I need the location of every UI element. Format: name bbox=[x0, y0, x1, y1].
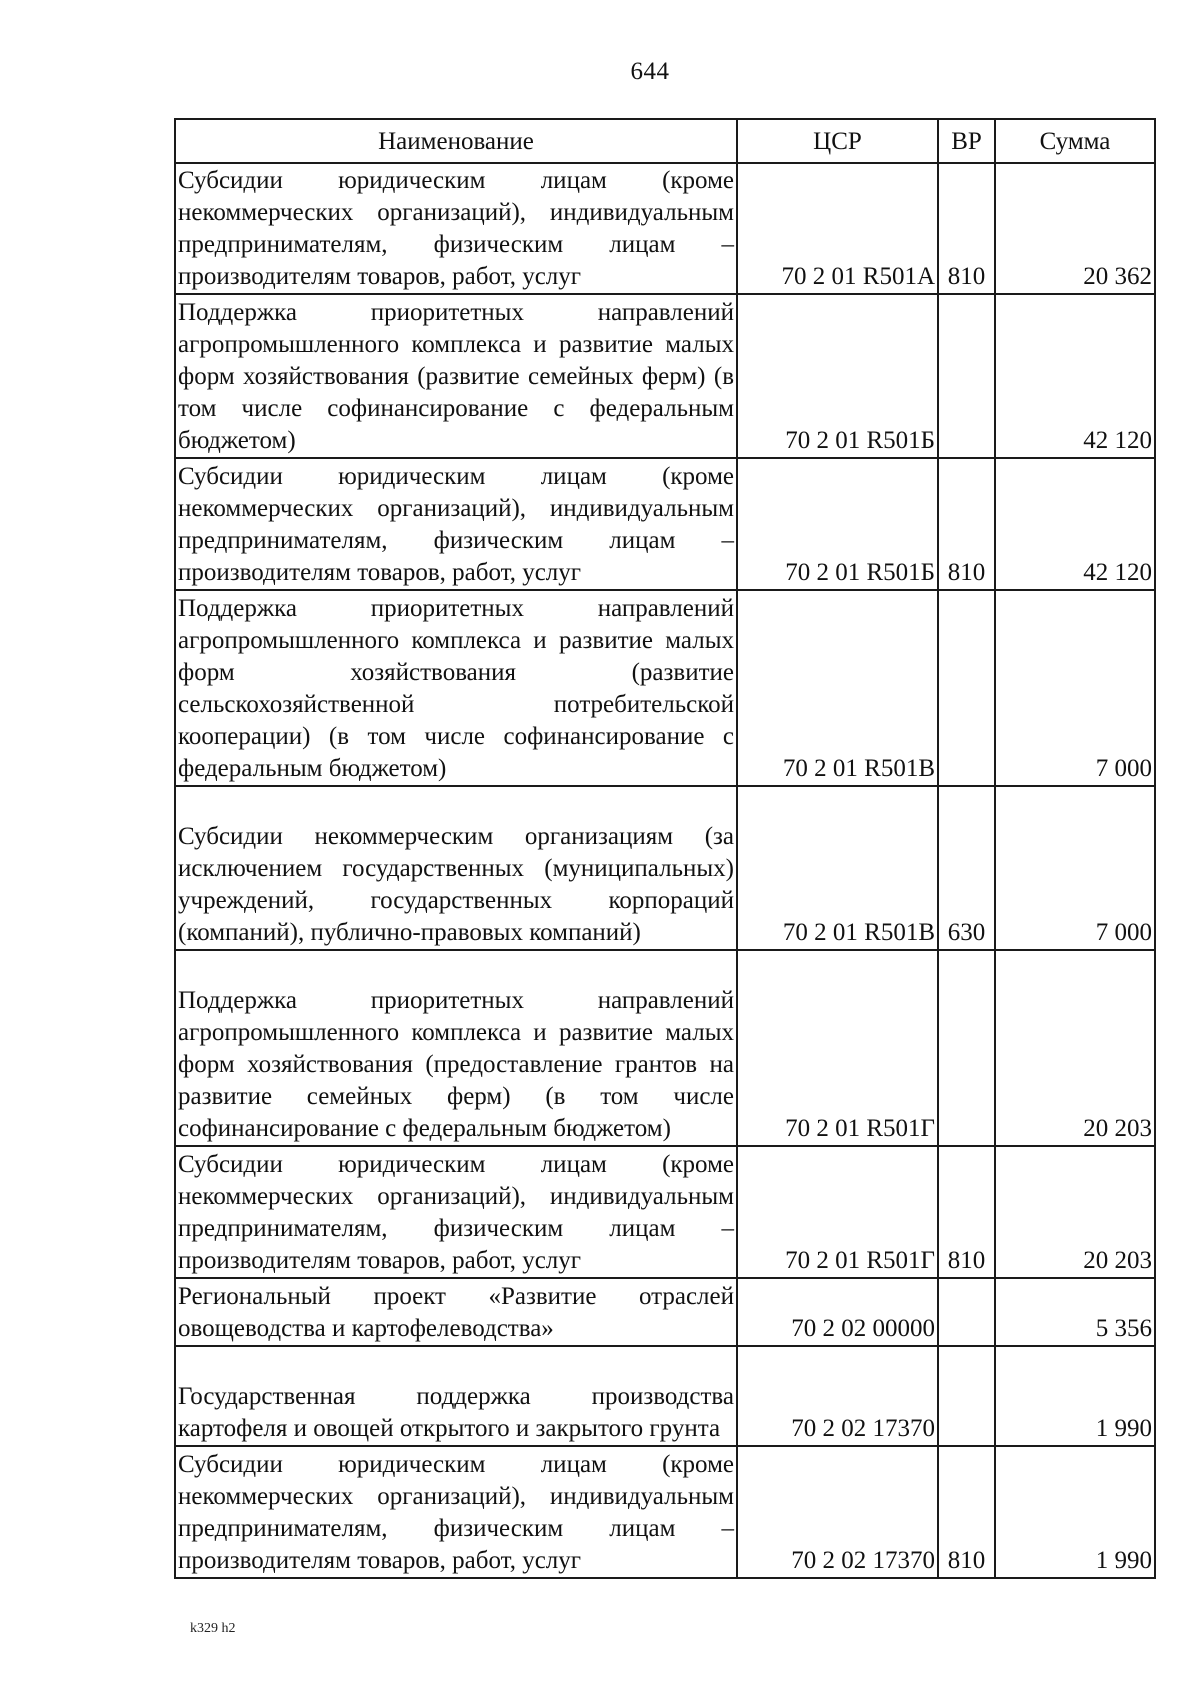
table-row bbox=[175, 1278, 1155, 1346]
row-vr: 810 bbox=[938, 1446, 995, 1578]
row-csr: 70 2 01 R501Г bbox=[737, 1146, 938, 1278]
header-name: Наименование bbox=[175, 119, 737, 163]
table-row bbox=[175, 163, 1155, 294]
footer-code: k329 h2 bbox=[190, 1621, 236, 1636]
row-name: Поддержка приоритетных направлений агропромышленного комплекса и развитие малых форм хозяйствования (развитие семейных ферм) (в том числе софинансирование с федеральным бюджетом) bbox=[175, 294, 737, 458]
row-csr: 70 2 02 00000 bbox=[737, 1278, 938, 1346]
table-row bbox=[175, 1146, 1155, 1278]
table-header-row bbox=[175, 119, 1155, 163]
row-sum: 42 120 bbox=[995, 458, 1155, 590]
row-sum: 20 362 bbox=[995, 163, 1155, 294]
row-vr bbox=[938, 590, 995, 786]
row-name: Субсидии юридическим лицам (кроме некоммерческих организаций), индивидуальным предпринимателям, физическим лицам – производителям товаров, работ, услуг bbox=[175, 458, 737, 590]
row-vr: 810 bbox=[938, 458, 995, 590]
row-name: Субсидии некоммерческим организациям (за исключением государственных (муниципальных) учреждений, государственных корпораций (компаний), публично-правовых компаний) bbox=[175, 786, 737, 950]
row-name: Поддержка приоритетных направлений агропромышленного комплекса и развитие малых форм хозяйствования (предоставление грантов на развитие семейных ферм) (в том числе софинансирование с федеральным бюджетом) bbox=[175, 950, 737, 1146]
page-number: 644 bbox=[630, 58, 670, 85]
row-vr: 630 bbox=[938, 786, 995, 950]
row-name: Региональный проект «Развитие отраслей овощеводства и картофелеводства» bbox=[175, 1278, 737, 1346]
row-name: Субсидии юридическим лицам (кроме некоммерческих организаций), индивидуальным предпринимателям, физическим лицам – производителям товаров, работ, услуг bbox=[175, 1146, 737, 1278]
row-sum: 1 990 bbox=[995, 1346, 1155, 1446]
row-vr bbox=[938, 950, 995, 1146]
table-row bbox=[175, 950, 1155, 1146]
row-sum: 20 203 bbox=[995, 950, 1155, 1146]
row-csr: 70 2 01 R501В bbox=[737, 786, 938, 950]
row-sum: 5 356 bbox=[995, 1278, 1155, 1346]
row-csr: 70 2 01 R501Б bbox=[737, 294, 938, 458]
row-name: Субсидии юридическим лицам (кроме некоммерческих организаций), индивидуальным предпринимателям, физическим лицам – производителям товаров, работ, услуг bbox=[175, 163, 737, 294]
row-sum: 7 000 bbox=[995, 786, 1155, 950]
row-sum: 1 990 bbox=[995, 1446, 1155, 1578]
row-csr: 70 2 01 R501Г bbox=[737, 950, 938, 1146]
table-row bbox=[175, 1446, 1155, 1578]
row-name: Субсидии юридическим лицам (кроме некоммерческих организаций), индивидуальным предпринимателям, физическим лицам – производителям товаров, работ, услуг bbox=[175, 1446, 737, 1578]
table-row bbox=[175, 294, 1155, 458]
row-sum: 42 120 bbox=[995, 294, 1155, 458]
row-vr: 810 bbox=[938, 1146, 995, 1278]
row-name: Государственная поддержка производства картофеля и овощей открытого и закрытого грунта bbox=[175, 1346, 737, 1446]
row-vr bbox=[938, 1278, 995, 1346]
row-csr: 70 2 01 R501А bbox=[737, 163, 938, 294]
row-vr bbox=[938, 1346, 995, 1446]
table-row bbox=[175, 458, 1155, 590]
row-vr bbox=[938, 294, 995, 458]
table-row bbox=[175, 590, 1155, 786]
header-vr: ВР bbox=[938, 119, 995, 163]
row-csr: 70 2 02 17370 bbox=[737, 1346, 938, 1446]
table-row bbox=[175, 1346, 1155, 1446]
header-csr: ЦСР bbox=[737, 119, 938, 163]
row-name: Поддержка приоритетных направлений агропромышленного комплекса и развитие малых форм хозяйствования (развитие сельскохозяйственной потребительской кооперации) (в том числе софинансирование с федеральным бюджетом) bbox=[175, 590, 737, 786]
table-row bbox=[175, 786, 1155, 950]
row-csr: 70 2 01 R501Б bbox=[737, 458, 938, 590]
row-vr: 810 bbox=[938, 163, 995, 294]
row-csr: 70 2 01 R501В bbox=[737, 590, 938, 786]
row-csr: 70 2 02 17370 bbox=[737, 1446, 938, 1578]
budget-table bbox=[174, 118, 1156, 1579]
row-sum: 20 203 bbox=[995, 1146, 1155, 1278]
row-sum: 7 000 bbox=[995, 590, 1155, 786]
header-sum: Сумма bbox=[995, 119, 1155, 163]
